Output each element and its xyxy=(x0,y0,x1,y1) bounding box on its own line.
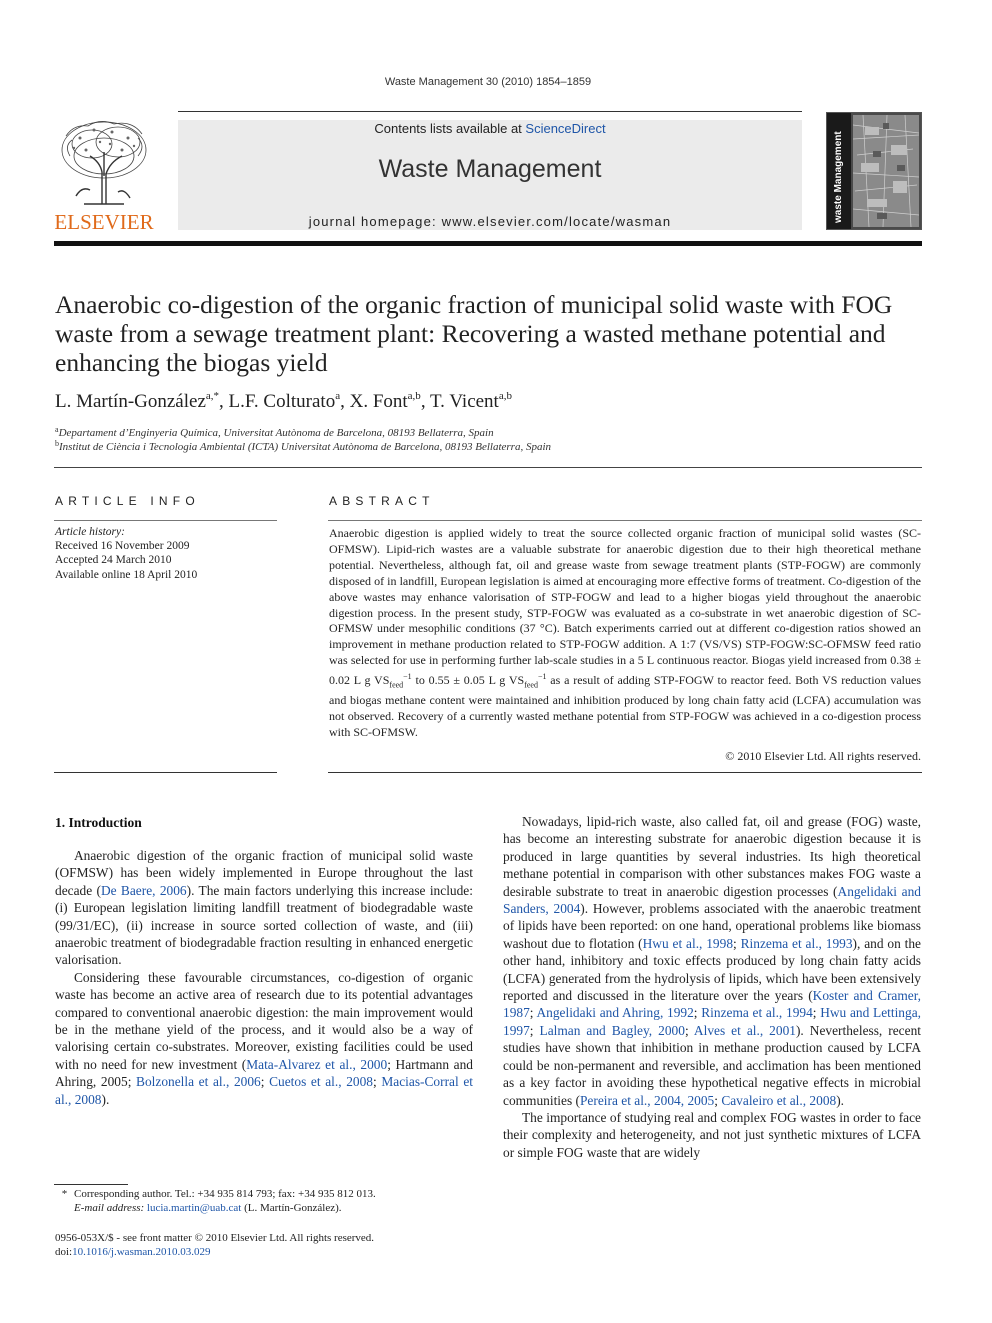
affiliation-a xyxy=(55,425,915,439)
footnotes xyxy=(55,1187,475,1215)
author-affiliation-marker[interactable]: a,* xyxy=(205,390,220,402)
citation-link[interactable]: Rinzema et al., 1994 xyxy=(701,1005,813,1021)
doi-line xyxy=(55,1245,475,1259)
citation-link[interactable]: Macias-Corral et al., 2008 xyxy=(55,1074,473,1107)
text-segment: ; Hartmann and Ahring, 2005; xyxy=(55,1056,474,1090)
author-name[interactable]: X. Font xyxy=(349,391,408,412)
section-heading-introduction: 1. Introduction xyxy=(55,815,142,830)
citation-link[interactable]: Hwu et al., 1998 xyxy=(642,935,734,951)
text-segment: ; xyxy=(812,1005,821,1021)
sciencedirect-link[interactable]: ScienceDirect xyxy=(525,121,606,136)
text-segment: ). The main factors underlying this increase include: (i) European legislation limiting landfill treatment of biodegradable waste (99/31/EC), (ii) increase in source sorted collection of waste, and (iii) anaerobic treatment of biodegradable fraction resulting in enhanced energetic valorisation. xyxy=(55,882,473,968)
tree-logo-icon xyxy=(54,116,154,208)
text-segment: ; xyxy=(260,1074,270,1090)
text-segment: ; xyxy=(529,1022,540,1038)
citation-link[interactable]: Koster and Cramer, 1987 xyxy=(503,988,921,1021)
text-segment: ). xyxy=(836,1092,845,1108)
author-name[interactable]: T. Vicent xyxy=(429,391,499,412)
abstract-superscript: −1 xyxy=(537,672,547,682)
abstract-subscript: feed xyxy=(389,680,404,690)
header-rule xyxy=(54,241,922,246)
journal-title: Waste Management xyxy=(378,155,602,183)
front-matter xyxy=(55,1231,475,1259)
corresponding-author-note xyxy=(55,1187,475,1201)
affiliation-rule xyxy=(54,467,922,468)
journal-homepage[interactable]: journal homepage: www.elsevier.com/locate/wasman xyxy=(308,214,672,229)
corresponding-text: Corresponding author. Tel.: +34 935 814 793; fax: +34 935 812 013. xyxy=(74,1188,376,1200)
footnote-rule xyxy=(54,1184,128,1185)
author-affiliation-marker[interactable]: a,b xyxy=(498,390,512,402)
citation-link[interactable]: Cavaleiro et al., 2008 xyxy=(721,1092,837,1108)
cover-title: waste Management xyxy=(833,131,844,223)
abstract-superscript: −1 xyxy=(403,672,412,682)
contents-available-line xyxy=(178,121,802,136)
text-segment: ; xyxy=(684,1022,694,1038)
cover-texture-icon xyxy=(853,115,919,227)
text-segment: Considering these favourable circumstances, co-digestion of organic waste has become an active area of research due to its potential advantages compared to conventional anaerobic digestion: the main improvement would be in the methane yield of the process, and it would also be a way of valorising certain co-substrates. Moreover, existing facilities could be used with no need for new investment ( xyxy=(55,969,473,1072)
article-info-heading: ARTICLE INFO xyxy=(55,494,200,508)
masthead-top-rule xyxy=(178,111,802,112)
abstract-rule xyxy=(328,520,922,521)
citation-link[interactable]: Lalman and Bagley, 2000 xyxy=(539,1022,685,1038)
affiliation-text: Institut de Ciència i Tecnologia Ambiental (ICTA) Universitat Autònoma de Barcelona, 08193 Bellaterra, Spain xyxy=(59,441,551,453)
elsevier-logo[interactable] xyxy=(52,116,156,236)
accepted-date: Accepted 24 March 2010 xyxy=(55,554,172,567)
author-separator: , xyxy=(340,391,350,412)
abstract-heading: ABSTRACT xyxy=(329,494,435,508)
journal-cover-image[interactable] xyxy=(826,112,922,230)
text-segment: ). Nevertheless, recent studies have shown that inhibition in methane production caused by LCFA could be non-permanent and reversible, and acclimation has been mentioned as a key factor in avoiding these hypothetical negative effects in microbial communities ( xyxy=(503,1022,921,1108)
body-column-right xyxy=(503,813,921,1161)
article-title: Anaerobic co-digestion of the organic fraction of municipal solid waste with FOG waste from a sewage treatment plant: Recovering a wasted methane potential and enhancing the biogas yield xyxy=(55,290,893,377)
text-segment: ; xyxy=(693,1005,702,1021)
text-segment: ), and on the other hand, inhibitory and toxic effects produced by long chain fatty acids (LCFA) generated from the hydrolysis of lipids, which have been extensively reported and discussed in the literature over the years ( xyxy=(503,935,921,1004)
body-column-left xyxy=(55,847,473,1108)
author-name[interactable]: L. Martín-González xyxy=(55,391,206,412)
doi-link[interactable]: 10.1016/j.wasman.2010.03.029 xyxy=(72,1246,211,1258)
abstract-bottom-rule xyxy=(328,772,922,773)
email-label: E-mail address: xyxy=(74,1202,145,1214)
citation-link[interactable]: Rinzema et al., 1993 xyxy=(740,935,853,951)
author-affiliation-marker[interactable]: a xyxy=(335,390,341,402)
article-info-rule xyxy=(54,520,277,521)
email-link[interactable]: lucia.martin@uab.cat xyxy=(146,1202,242,1214)
citation-link[interactable]: Pereira et al., 2004, 2005 xyxy=(579,1092,715,1108)
citation-link[interactable]: Angelidaki and Ahring, 1992 xyxy=(536,1005,694,1021)
email-name: (L. Martín-González). xyxy=(241,1202,342,1214)
text-segment: ; xyxy=(373,1074,382,1090)
abstract-text xyxy=(329,526,921,741)
affiliation-mark: a xyxy=(55,425,59,434)
publisher-name: ELSEVIER xyxy=(54,210,154,234)
abstract-copyright: © 2010 Elsevier Ltd. All rights reserved. xyxy=(725,749,921,763)
author-affiliation-marker[interactable]: a,b xyxy=(407,390,421,402)
author-separator: , xyxy=(420,391,430,412)
doi-label: doi: xyxy=(55,1246,73,1258)
author-list xyxy=(55,390,915,413)
affiliation-text: Departament d’Enginyeria Química, Universitat Autònoma de Barcelona, 08193 Bellaterra, Spain xyxy=(58,427,494,439)
received-date: Received 16 November 2009 xyxy=(55,540,190,553)
text-segment: ; xyxy=(733,935,741,951)
article-info-bottom-rule xyxy=(54,772,277,773)
asterisk-icon: * xyxy=(61,1188,68,1200)
citation-link[interactable]: Bolzonella et al., 2006 xyxy=(136,1074,261,1090)
online-date: Available online 18 April 2010 xyxy=(55,568,198,581)
abstract-subscript: feed xyxy=(524,680,538,690)
affiliation-b xyxy=(55,439,915,453)
abstract-segment: to 0.55 ± 0.05 L g VS xyxy=(411,673,525,688)
history-label: Article history: xyxy=(55,526,125,538)
citation-link[interactable]: Hwu and Lettinga, 1997 xyxy=(503,1005,921,1038)
author-name[interactable]: L.F. Colturato xyxy=(228,391,336,412)
citation-link[interactable]: Alves et al., 2001 xyxy=(693,1022,796,1038)
journal-reference: Waste Management 30 (2010) 1854–1859 xyxy=(384,76,592,88)
issn-line: 0956-053X/$ - see front matter © 2010 Elsevier Ltd. All rights reserved. xyxy=(55,1232,375,1244)
abstract-segment: as a result of adding STP-FOGW to reactor feed. Both VS reduction values and biogas methane content were maintained and inhibition produced by long chain fatty acid (LCFA) accumulation was not observed. Recovery of a currently wasted methane potential from STP-FOGW was achieved in a co-digestion process with SC-OFMSW. xyxy=(329,673,921,740)
text-segment: ). xyxy=(101,1091,110,1107)
email-note xyxy=(55,1201,475,1215)
text-segment: Anaerobic digestion of the organic fraction of municipal solid waste (OFMSW) has been widely implemented in Europe throughout the last decade ( xyxy=(55,848,473,898)
paragraph: The importance of studying real and complex FOG wastes in order to face their complexity and heterogeneity, and not just synthetic mixtures of LCFA or simple FOG waste that are widely xyxy=(503,1109,921,1160)
text-segment: ). However, problems associated with the anaerobic treatment of lipids have been reported: on one hand, operational problems like biomass washout due to flotation ( xyxy=(503,901,921,951)
citation-link[interactable]: De Baere, 2006 xyxy=(100,882,187,898)
citation-link[interactable]: Mata-Alvarez et al., 2000 xyxy=(246,1056,388,1072)
author-separator: , xyxy=(219,391,229,412)
text-segment: Nowadays, lipid-rich waste, also called fat, oil and grease (FOG) waste, has become an interesting substrate for anaerobic digestion because it is produced in large quantities by several industries. Its high theoretical methane potential in comparison with other substances makes FOG waste a desirable substrate to treat in anaerobic digestion processes ( xyxy=(503,814,921,899)
article-history xyxy=(55,525,275,582)
text-segment: ; xyxy=(529,1005,537,1021)
paragraph xyxy=(503,813,921,1109)
text-segment: ; xyxy=(714,1092,722,1108)
citation-link[interactable]: Angelidaki and Sanders, 2004 xyxy=(503,883,921,917)
paragraph xyxy=(55,969,473,1108)
citation-link[interactable]: Cuetos et al., 2008 xyxy=(269,1074,373,1090)
paragraph xyxy=(55,847,473,969)
abstract-segment: Anaerobic digestion is applied widely to treat the source collected organic fraction of municipal solid wastes (SC-OFMSW). Lipid-rich wastes are a valuable substrate for anaerobic digestion due to their high theoretical methane potential. Nevertheless, although fat, oil and grease waste from sewage treatment plants (STP-FOGW) are commonly disposed of in landfill, European legislation is aimed at encouraging more effective forms of treatment. Co-digestion of the above wastes may enhance valorisation of STP-FOGW and lead to a higher biogas yield throughout the anaerobic digestion process. In the present study, STP-FOGW was evaluated as a co-substrate in wet anaerobic digestion of SC-OFMSW under mesophilic conditions (37 °C). Batch experiments carried out at different co-digestion ratios showed an improvement in methane production related to STP-FOGW addition. A 1:7 (VS/VS) STP-FOGW:SC-OFMSW feed ratio was selected for use in performing further lab-scale studies in a 5 L continuous reactor. Biogas yield increased from 0.38 ± 0.02 L g VS xyxy=(329,526,921,688)
affiliation-mark: b xyxy=(55,439,59,448)
contents-prefix: Contents lists available at xyxy=(374,121,526,136)
